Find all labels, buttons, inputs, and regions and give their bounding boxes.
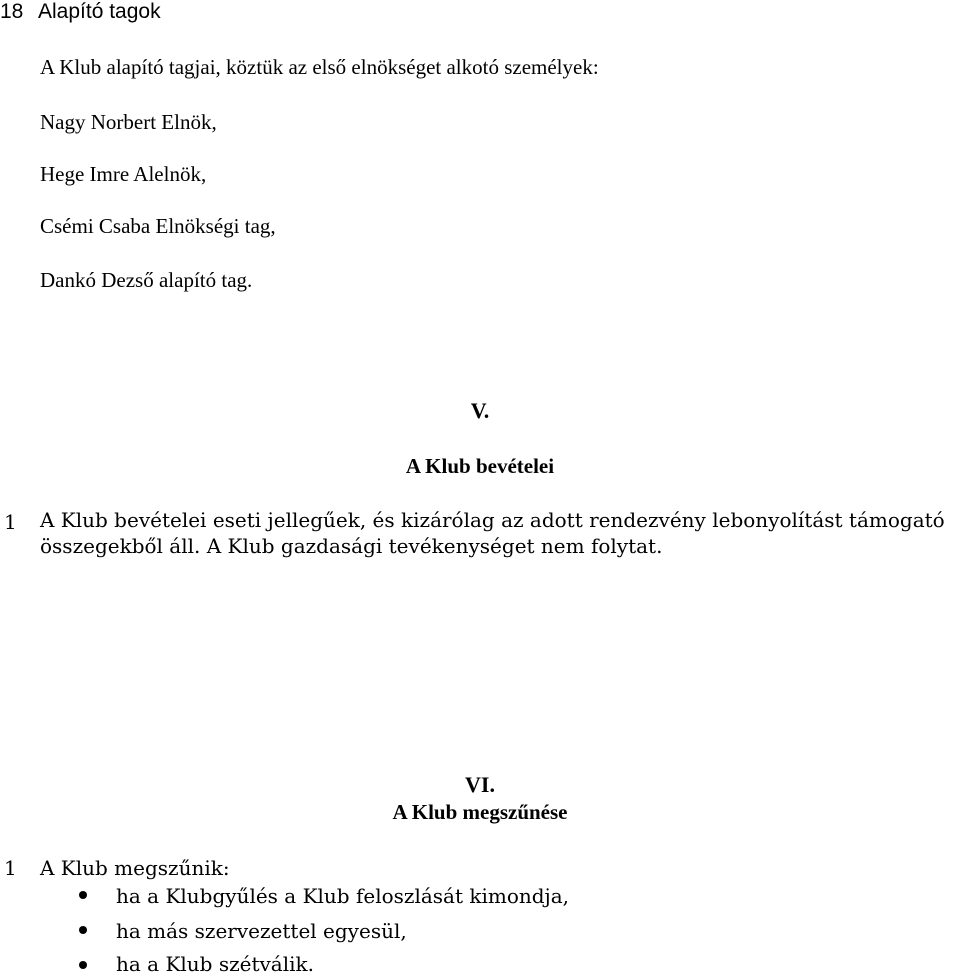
- paragraph-number: 1: [4, 510, 17, 534]
- list-item: ha a Klubgyűlés a Klub feloszlását kimondja,: [116, 884, 570, 908]
- bullet-icon: [79, 926, 87, 934]
- list-item: ha a Klub szétválik.: [116, 952, 314, 976]
- section-title: Alapító tagok: [38, 0, 161, 23]
- paragraph-text: A Klub bevételei eseti jellegűek, és kizárólag az adott rendezvény lebonyolítást támogató összegekből áll. A Klub gazdasági tevékenységet nem folytat.: [40, 508, 945, 558]
- founders-intro: A Klub alapító tagjai, köztük az első elnökséget alkotó személyek:: [40, 55, 599, 79]
- member-line: Csémi Csaba Elnökségi tag,: [40, 214, 276, 238]
- paragraph-number: 1: [4, 856, 17, 880]
- section-number: 18: [0, 0, 24, 23]
- chapter-numeral: V.: [470, 398, 490, 423]
- list-item: ha más szervezettel egyesül,: [116, 919, 407, 943]
- bullet-icon: [79, 961, 87, 969]
- member-line: Nagy Norbert Elnök,: [40, 110, 217, 134]
- chapter-numeral: VI.: [465, 772, 495, 797]
- chapter-title: A Klub bevételei: [405, 454, 555, 478]
- paragraph-text: A Klub megszűnik:: [40, 856, 230, 880]
- bullet-icon: [79, 891, 87, 899]
- member-line: Hege Imre Alelnök,: [40, 162, 207, 186]
- chapter-title: A Klub megszűnése: [392, 800, 568, 824]
- member-line: Dankó Dezső alapító tag.: [40, 268, 253, 292]
